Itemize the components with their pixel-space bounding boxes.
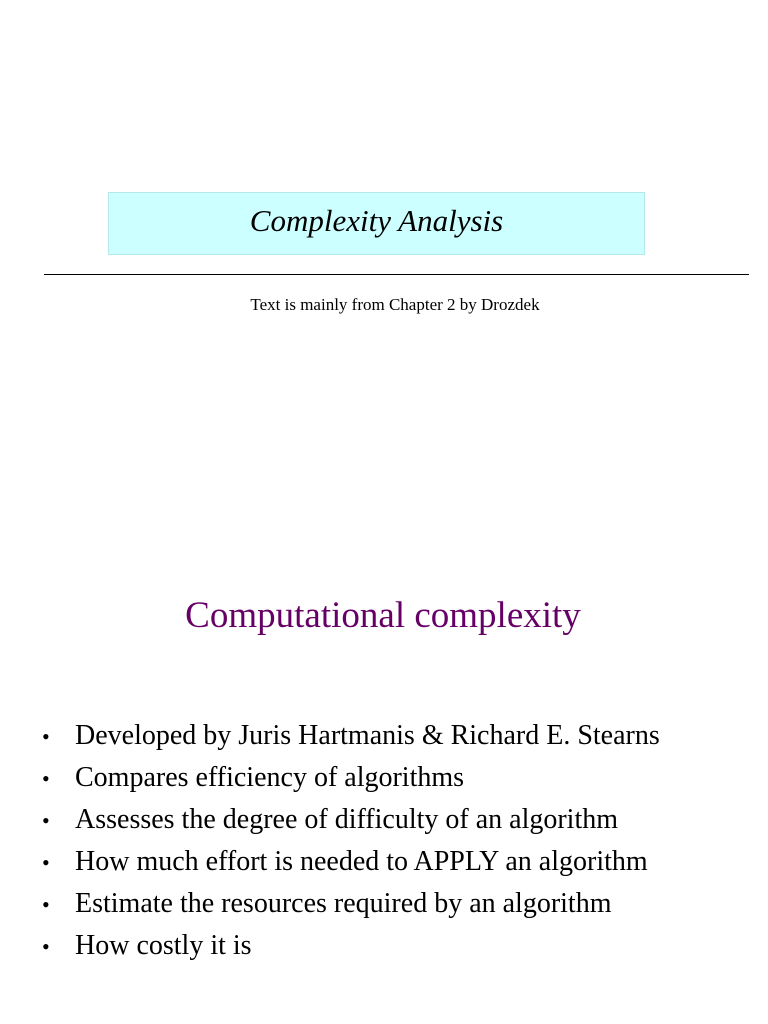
slide-subtitle: Text is mainly from Chapter 2 by Drozdek: [250, 295, 540, 314]
bullet-list: [42, 715, 660, 967]
bullet-item: [42, 799, 660, 841]
bullet-text: How much effort is needed to APPLY an algorithm: [75, 846, 648, 877]
bullet-text: Assesses the degree of difficulty of an algorithm: [75, 804, 619, 835]
bullet-item: [42, 757, 660, 799]
bullet-text: Developed by Juris Hartmanis & Richard E. Stearns: [75, 720, 660, 751]
title-box: [108, 192, 645, 255]
bullet-icon: •: [42, 808, 50, 833]
bullet-item: [42, 883, 660, 925]
bullet-icon: •: [42, 892, 50, 917]
bullet-item: [42, 925, 660, 967]
bullet-text: How costly it is: [75, 930, 252, 961]
slide-heading: Computational complexity: [185, 595, 581, 636]
bullet-text: Compares efficiency of algorithms: [75, 762, 465, 793]
bullet-item: [42, 715, 660, 757]
bullet-text: Estimate the resources required by an algorithm: [75, 888, 612, 919]
bullet-icon: •: [42, 850, 50, 875]
bullet-icon: •: [42, 934, 50, 959]
horizontal-rule: [44, 274, 749, 275]
content-slide: [0, 512, 768, 1024]
bullet-icon: •: [42, 724, 50, 749]
bullet-item: [42, 841, 660, 883]
bullet-icon: •: [42, 766, 50, 791]
slide-title: Complexity Analysis: [249, 203, 504, 238]
